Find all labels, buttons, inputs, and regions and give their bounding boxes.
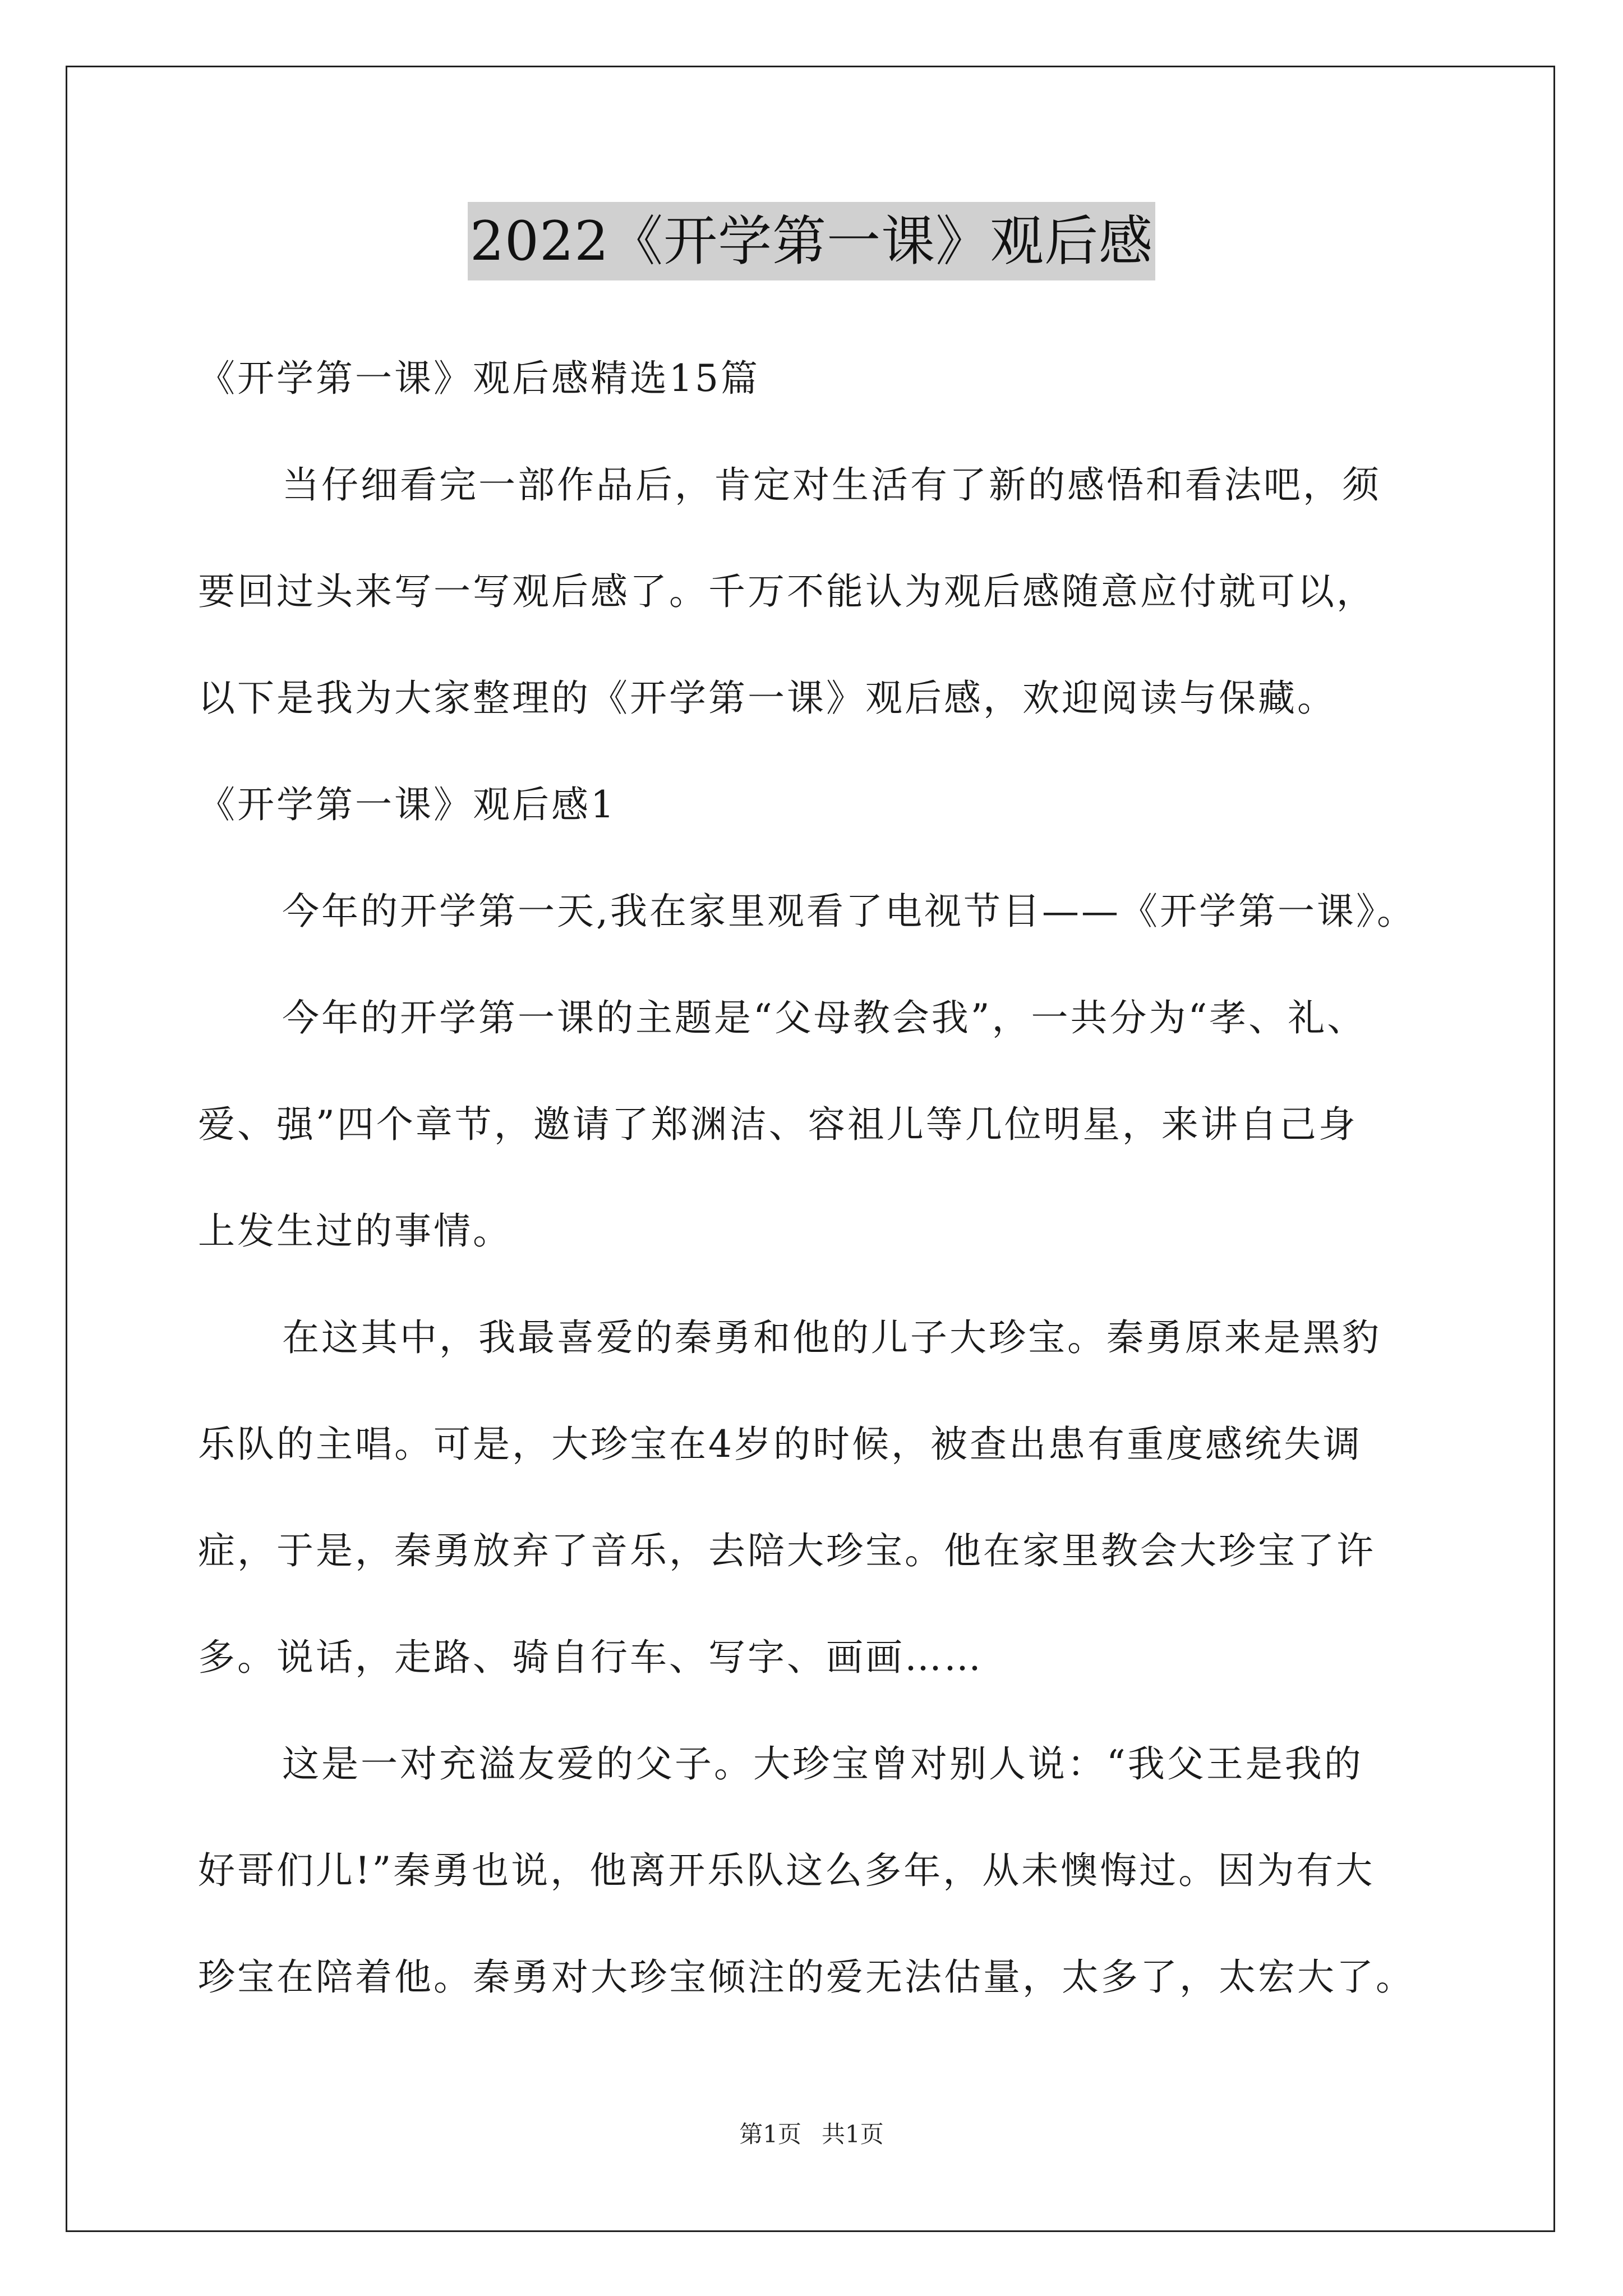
text-line: 《开学第一课》观后感1 (198, 783, 616, 826)
text-line: 当仔细看完一部作品后，肯定对生活有了新的感悟和看法吧，须 (282, 463, 1381, 507)
page-number: 第1页 (739, 2120, 801, 2148)
text-line: 爱、强”四个章节，邀请了郑渊洁、容祖儿等几位明星，来讲自己身 (198, 1103, 1358, 1146)
page-footer (0, 2116, 1623, 2150)
title-container (0, 202, 1623, 280)
text-line: 多。说话，走路、骑自行车、写字、画画…… (198, 1636, 983, 1679)
text-line: 乐队的主唱。可是，大珍宝在4岁的时候，被查出患有重度感统失调 (198, 1423, 1362, 1466)
text-line: 这是一对充溢友爱的父子。大珍宝曾对别人说：“我父王是我的 (282, 1742, 1363, 1786)
text-line: 要回过头来写一写观后感了。千万不能认为观后感随意应付就可以， (198, 570, 1376, 613)
document-body (198, 337, 1499, 2042)
text-line: 在这其中，我最喜爱的秦勇和他的儿子大珍宝。秦勇原来是黑豹 (282, 1316, 1381, 1359)
page-total: 共1页 (822, 2120, 884, 2148)
text-line: 以下是我为大家整理的《开学第一课》观后感，欢迎阅读与保藏。 (198, 677, 1336, 720)
text-line: 《开学第一课》观后感精选15篇 (198, 357, 760, 400)
text-line: 今年的开学第一课的主题是“父母教会我”，一共分为“孝、礼、 (282, 996, 1367, 1039)
document-title: 2022《开学第一课》观后感 (468, 202, 1155, 280)
text-line: 症，于是，秦勇放弃了音乐，去陪大珍宝。他在家里教会大珍宝了许 (198, 1529, 1376, 1572)
text-line: 珍宝在陪着他。秦勇对大珍宝倾注的爱无法估量，太多了，太宏大了。 (198, 1955, 1415, 1999)
text-line: 上发生过的事情。 (198, 1209, 512, 1253)
text-line: 今年的开学第一天,我在家里观看了电视节目——《开学第一课》。 (282, 890, 1416, 933)
text-line: 好哥们儿!”秦勇也说，他离开乐队这么多年，从未懊悔过。因为有大 (198, 1849, 1375, 1892)
